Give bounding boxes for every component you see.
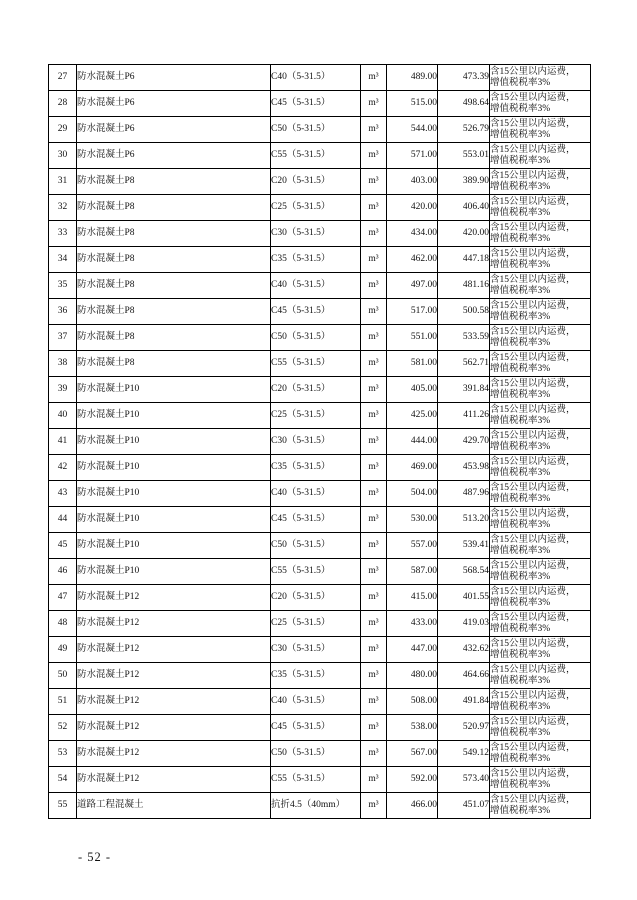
remark-cell	[490, 533, 591, 559]
remark-line: 含15公里以内运费，	[490, 144, 576, 155]
row-number-cell: 33	[49, 221, 77, 247]
table-row	[49, 377, 591, 403]
specification-cell: C55（5-31.5）	[271, 767, 361, 793]
remark-line: 增值税税率3%	[490, 727, 551, 738]
unit-cell: m³	[361, 247, 387, 273]
table-row	[49, 143, 591, 169]
remark-line: 含15公里以内运费，	[490, 716, 576, 727]
price-excl-tax-cell: 487.96	[438, 481, 490, 507]
remark-line: 增值税税率3%	[490, 597, 551, 608]
row-number-cell: 50	[49, 663, 77, 689]
remark-cell	[490, 481, 591, 507]
price-excl-tax-cell: 406.40	[438, 195, 490, 221]
price-cell: 447.00	[387, 637, 438, 663]
specification-cell: C55（5-31.5）	[271, 143, 361, 169]
material-name-cell: 防水混凝土P8	[77, 325, 271, 351]
material-name-cell: 防水混凝土P12	[77, 715, 271, 741]
specification-cell: C45（5-31.5）	[271, 507, 361, 533]
row-number-cell: 35	[49, 273, 77, 299]
table-row	[49, 273, 591, 299]
remark-line: 增值税税率3%	[490, 389, 551, 400]
remark-cell	[490, 91, 591, 117]
unit-cell: m³	[361, 429, 387, 455]
remark-line: 增值税税率3%	[490, 623, 551, 634]
remark-line: 增值税税率3%	[490, 103, 551, 114]
remark-cell	[490, 559, 591, 585]
price-cell: 581.00	[387, 351, 438, 377]
row-number-cell: 30	[49, 143, 77, 169]
price-excl-tax-cell: 473.39	[438, 65, 490, 91]
unit-cell: m³	[361, 507, 387, 533]
remark-line: 含15公里以内运费，	[490, 248, 576, 259]
unit-cell: m³	[361, 65, 387, 91]
table-row	[49, 793, 591, 819]
row-number-cell: 28	[49, 91, 77, 117]
table-row	[49, 299, 591, 325]
material-name-cell: 防水混凝土P10	[77, 559, 271, 585]
remark-cell	[490, 507, 591, 533]
material-name-cell: 防水混凝土P8	[77, 195, 271, 221]
table-row	[49, 429, 591, 455]
remark-line: 含15公里以内运费，	[490, 586, 576, 597]
table-row	[49, 559, 591, 585]
material-name-cell: 防水混凝土P6	[77, 65, 271, 91]
row-number-cell: 39	[49, 377, 77, 403]
price-excl-tax-cell: 491.84	[438, 689, 490, 715]
specification-cell: C40（5-31.5）	[271, 65, 361, 91]
row-number-cell: 31	[49, 169, 77, 195]
price-cell: 587.00	[387, 559, 438, 585]
price-cell: 567.00	[387, 741, 438, 767]
remark-line: 增值税税率3%	[490, 441, 551, 452]
price-excl-tax-cell: 389.90	[438, 169, 490, 195]
remark-line: 含15公里以内运费，	[490, 508, 576, 519]
table-row	[49, 767, 591, 793]
remark-cell	[490, 221, 591, 247]
row-number-cell: 32	[49, 195, 77, 221]
price-cell: 497.00	[387, 273, 438, 299]
material-name-cell: 防水混凝土P10	[77, 403, 271, 429]
table-row	[49, 533, 591, 559]
row-number-cell: 54	[49, 767, 77, 793]
row-number-cell: 47	[49, 585, 77, 611]
material-name-cell: 防水混凝土P6	[77, 91, 271, 117]
price-cell: 480.00	[387, 663, 438, 689]
page-number: - 52 -	[78, 850, 112, 864]
material-name-cell: 防水混凝土P12	[77, 741, 271, 767]
specification-cell: C40（5-31.5）	[271, 689, 361, 715]
remark-cell	[490, 585, 591, 611]
price-cell: 434.00	[387, 221, 438, 247]
material-name-cell: 防水混凝土P12	[77, 663, 271, 689]
price-excl-tax-cell: 513.20	[438, 507, 490, 533]
price-cell: 504.00	[387, 481, 438, 507]
remark-line: 含15公里以内运费，	[490, 196, 576, 207]
remark-line: 含15公里以内运费，	[490, 482, 576, 493]
remark-line: 含15公里以内运费，	[490, 326, 576, 337]
unit-cell: m³	[361, 377, 387, 403]
material-name-cell: 防水混凝土P12	[77, 689, 271, 715]
row-number-cell: 48	[49, 611, 77, 637]
specification-cell: C30（5-31.5）	[271, 221, 361, 247]
remark-line: 增值税税率3%	[490, 779, 551, 790]
price-cell: 425.00	[387, 403, 438, 429]
remark-cell	[490, 429, 591, 455]
remark-line: 增值税税率3%	[490, 77, 551, 88]
specification-cell: C50（5-31.5）	[271, 741, 361, 767]
remark-line: 增值税税率3%	[490, 701, 551, 712]
material-name-cell: 防水混凝土P8	[77, 169, 271, 195]
price-cell: 544.00	[387, 117, 438, 143]
remark-line: 含15公里以内运费，	[490, 92, 576, 103]
row-number-cell: 43	[49, 481, 77, 507]
specification-cell: C45（5-31.5）	[271, 91, 361, 117]
unit-cell: m³	[361, 195, 387, 221]
remark-line: 增值税税率3%	[490, 207, 551, 218]
price-cell: 508.00	[387, 689, 438, 715]
unit-cell: m³	[361, 169, 387, 195]
unit-cell: m³	[361, 559, 387, 585]
table-row	[49, 507, 591, 533]
row-number-cell: 46	[49, 559, 77, 585]
remark-cell	[490, 767, 591, 793]
remark-line: 含15公里以内运费，	[490, 222, 576, 233]
price-cell: 551.00	[387, 325, 438, 351]
remark-cell	[490, 195, 591, 221]
price-excl-tax-cell: 432.62	[438, 637, 490, 663]
material-name-cell: 防水混凝土P10	[77, 507, 271, 533]
material-name-cell: 防水混凝土P8	[77, 247, 271, 273]
price-cell: 405.00	[387, 377, 438, 403]
remark-line: 增值税税率3%	[490, 311, 551, 322]
remark-line: 含15公里以内运费，	[490, 560, 576, 571]
specification-cell: C25（5-31.5）	[271, 195, 361, 221]
remark-line: 增值税税率3%	[490, 259, 551, 270]
price-excl-tax-cell: 453.98	[438, 455, 490, 481]
unit-cell: m³	[361, 299, 387, 325]
price-table	[48, 64, 591, 819]
row-number-cell: 41	[49, 429, 77, 455]
table-row	[49, 195, 591, 221]
remark-cell	[490, 715, 591, 741]
table-body	[49, 65, 591, 819]
unit-cell: m³	[361, 221, 387, 247]
row-number-cell: 52	[49, 715, 77, 741]
specification-cell: C40（5-31.5）	[271, 273, 361, 299]
remark-cell	[490, 169, 591, 195]
row-number-cell: 36	[49, 299, 77, 325]
material-name-cell: 防水混凝土P6	[77, 117, 271, 143]
price-excl-tax-cell: 481.16	[438, 273, 490, 299]
remark-cell	[490, 611, 591, 637]
price-excl-tax-cell: 553.01	[438, 143, 490, 169]
material-name-cell: 防水混凝土P12	[77, 611, 271, 637]
remark-line: 含15公里以内运费，	[490, 352, 576, 363]
remark-cell	[490, 143, 591, 169]
row-number-cell: 40	[49, 403, 77, 429]
remark-cell	[490, 65, 591, 91]
unit-cell: m³	[361, 741, 387, 767]
price-cell: 571.00	[387, 143, 438, 169]
remark-line: 增值税税率3%	[490, 155, 551, 166]
specification-cell: 抗折4.5（40mm）	[271, 793, 361, 819]
unit-cell: m³	[361, 611, 387, 637]
remark-line: 增值税税率3%	[490, 233, 551, 244]
specification-cell: C35（5-31.5）	[271, 663, 361, 689]
specification-cell: C30（5-31.5）	[271, 429, 361, 455]
remark-line: 含15公里以内运费，	[490, 430, 576, 441]
remark-line: 增值税税率3%	[490, 649, 551, 660]
price-excl-tax-cell: 447.18	[438, 247, 490, 273]
specification-cell: C40（5-31.5）	[271, 481, 361, 507]
price-cell: 415.00	[387, 585, 438, 611]
row-number-cell: 44	[49, 507, 77, 533]
specification-cell: C25（5-31.5）	[271, 403, 361, 429]
row-number-cell: 53	[49, 741, 77, 767]
unit-cell: m³	[361, 793, 387, 819]
price-cell: 592.00	[387, 767, 438, 793]
row-number-cell: 51	[49, 689, 77, 715]
remark-cell	[490, 117, 591, 143]
row-number-cell: 55	[49, 793, 77, 819]
row-number-cell: 42	[49, 455, 77, 481]
specification-cell: C25（5-31.5）	[271, 611, 361, 637]
remark-line: 增值税税率3%	[490, 493, 551, 504]
table-row	[49, 65, 591, 91]
table-row	[49, 741, 591, 767]
material-name-cell: 道路工程混凝土	[77, 793, 271, 819]
material-name-cell: 防水混凝土P6	[77, 143, 271, 169]
price-cell: 433.00	[387, 611, 438, 637]
price-excl-tax-cell: 539.41	[438, 533, 490, 559]
remark-line: 增值税税率3%	[490, 285, 551, 296]
remark-line: 含15公里以内运费，	[490, 690, 576, 701]
price-cell: 530.00	[387, 507, 438, 533]
remark-line: 含15公里以内运费，	[490, 768, 576, 779]
table-row	[49, 247, 591, 273]
material-name-cell: 防水混凝土P10	[77, 377, 271, 403]
remark-cell	[490, 351, 591, 377]
remark-cell	[490, 273, 591, 299]
table-row	[49, 91, 591, 117]
price-cell: 557.00	[387, 533, 438, 559]
remark-line: 增值税税率3%	[490, 545, 551, 556]
specification-cell: C35（5-31.5）	[271, 455, 361, 481]
remark-line: 含15公里以内运费，	[490, 66, 576, 77]
price-excl-tax-cell: 451.07	[438, 793, 490, 819]
unit-cell: m³	[361, 273, 387, 299]
material-name-cell: 防水混凝土P10	[77, 481, 271, 507]
remark-line: 含15公里以内运费，	[490, 612, 576, 623]
remark-line: 含15公里以内运费，	[490, 118, 576, 129]
price-excl-tax-cell: 419.03	[438, 611, 490, 637]
unit-cell: m³	[361, 663, 387, 689]
price-excl-tax-cell: 533.59	[438, 325, 490, 351]
specification-cell: C35（5-31.5）	[271, 247, 361, 273]
row-number-cell: 45	[49, 533, 77, 559]
table-row	[49, 169, 591, 195]
remark-line: 含15公里以内运费，	[490, 404, 576, 415]
unit-cell: m³	[361, 143, 387, 169]
unit-cell: m³	[361, 481, 387, 507]
price-cell: 403.00	[387, 169, 438, 195]
remark-line: 增值税税率3%	[490, 753, 551, 764]
unit-cell: m³	[361, 533, 387, 559]
material-name-cell: 防水混凝土P10	[77, 429, 271, 455]
price-excl-tax-cell: 500.58	[438, 299, 490, 325]
table-row	[49, 455, 591, 481]
material-name-cell: 防水混凝土P8	[77, 273, 271, 299]
price-cell: 489.00	[387, 65, 438, 91]
specification-cell: C20（5-31.5）	[271, 377, 361, 403]
remark-cell	[490, 689, 591, 715]
price-excl-tax-cell: 420.00	[438, 221, 490, 247]
unit-cell: m³	[361, 455, 387, 481]
specification-cell: C45（5-31.5）	[271, 299, 361, 325]
price-excl-tax-cell: 498.64	[438, 91, 490, 117]
remark-line: 增值税税率3%	[490, 181, 551, 192]
price-cell: 517.00	[387, 299, 438, 325]
remark-line: 含15公里以内运费，	[490, 456, 576, 467]
price-cell: 466.00	[387, 793, 438, 819]
unit-cell: m³	[361, 351, 387, 377]
remark-cell	[490, 663, 591, 689]
unit-cell: m³	[361, 689, 387, 715]
remark-line: 含15公里以内运费，	[490, 378, 576, 389]
material-name-cell: 防水混凝土P12	[77, 767, 271, 793]
remark-line: 含15公里以内运费，	[490, 664, 576, 675]
material-name-cell: 防水混凝土P8	[77, 221, 271, 247]
row-number-cell: 49	[49, 637, 77, 663]
material-name-cell: 防水混凝土P8	[77, 351, 271, 377]
unit-cell: m³	[361, 637, 387, 663]
remark-line: 含15公里以内运费，	[490, 534, 576, 545]
remark-line: 增值税税率3%	[490, 467, 551, 478]
remark-line: 含15公里以内运费，	[490, 300, 576, 311]
price-excl-tax-cell: 573.40	[438, 767, 490, 793]
table-row	[49, 715, 591, 741]
table-row	[49, 325, 591, 351]
specification-cell: C55（5-31.5）	[271, 559, 361, 585]
price-excl-tax-cell: 391.84	[438, 377, 490, 403]
remark-line: 含15公里以内运费，	[490, 742, 576, 753]
remark-line: 增值税税率3%	[490, 571, 551, 582]
price-excl-tax-cell: 520.97	[438, 715, 490, 741]
remark-cell	[490, 299, 591, 325]
remark-cell	[490, 377, 591, 403]
material-name-cell: 防水混凝土P10	[77, 533, 271, 559]
table-row	[49, 481, 591, 507]
unit-cell: m³	[361, 117, 387, 143]
remark-cell	[490, 741, 591, 767]
price-excl-tax-cell: 568.54	[438, 559, 490, 585]
table-row	[49, 585, 591, 611]
price-excl-tax-cell: 401.55	[438, 585, 490, 611]
price-excl-tax-cell: 464.66	[438, 663, 490, 689]
table-row	[49, 663, 591, 689]
table-row	[49, 351, 591, 377]
remark-line: 增值税税率3%	[490, 363, 551, 374]
specification-cell: C50（5-31.5）	[271, 325, 361, 351]
remark-line: 增值税税率3%	[490, 805, 551, 816]
row-number-cell: 38	[49, 351, 77, 377]
specification-cell: C50（5-31.5）	[271, 533, 361, 559]
specification-cell: C20（5-31.5）	[271, 169, 361, 195]
table-row	[49, 637, 591, 663]
price-excl-tax-cell: 411.26	[438, 403, 490, 429]
remark-line: 增值税税率3%	[490, 519, 551, 530]
material-name-cell: 防水混凝土P12	[77, 585, 271, 611]
remark-cell	[490, 403, 591, 429]
row-number-cell: 27	[49, 65, 77, 91]
remark-line: 含15公里以内运费，	[490, 274, 576, 285]
table-row	[49, 403, 591, 429]
material-name-cell: 防水混凝土P12	[77, 637, 271, 663]
table-row	[49, 611, 591, 637]
remark-cell	[490, 455, 591, 481]
unit-cell: m³	[361, 585, 387, 611]
remark-cell	[490, 637, 591, 663]
unit-cell: m³	[361, 403, 387, 429]
table-row	[49, 221, 591, 247]
unit-cell: m³	[361, 767, 387, 793]
remark-line: 增值税税率3%	[490, 337, 551, 348]
price-cell: 469.00	[387, 455, 438, 481]
table-row	[49, 117, 591, 143]
remark-line: 含15公里以内运费，	[490, 170, 576, 181]
remark-cell	[490, 325, 591, 351]
price-cell: 444.00	[387, 429, 438, 455]
price-cell: 420.00	[387, 195, 438, 221]
remark-cell	[490, 247, 591, 273]
specification-cell: C50（5-31.5）	[271, 117, 361, 143]
remark-line: 含15公里以内运费，	[490, 794, 576, 805]
price-cell: 515.00	[387, 91, 438, 117]
unit-cell: m³	[361, 325, 387, 351]
row-number-cell: 37	[49, 325, 77, 351]
row-number-cell: 29	[49, 117, 77, 143]
material-name-cell: 防水混凝土P10	[77, 455, 271, 481]
row-number-cell: 34	[49, 247, 77, 273]
remark-line: 增值税税率3%	[490, 675, 551, 686]
material-name-cell: 防水混凝土P8	[77, 299, 271, 325]
remark-line: 增值税税率3%	[490, 415, 551, 426]
price-excl-tax-cell: 429.70	[438, 429, 490, 455]
price-excl-tax-cell: 526.79	[438, 117, 490, 143]
price-cell: 462.00	[387, 247, 438, 273]
price-excl-tax-cell: 562.71	[438, 351, 490, 377]
price-cell: 538.00	[387, 715, 438, 741]
unit-cell: m³	[361, 91, 387, 117]
table-row	[49, 689, 591, 715]
remark-line: 增值税税率3%	[490, 129, 551, 140]
price-excl-tax-cell: 549.12	[438, 741, 490, 767]
specification-cell: C20（5-31.5）	[271, 585, 361, 611]
specification-cell: C55（5-31.5）	[271, 351, 361, 377]
remark-cell	[490, 793, 591, 819]
unit-cell: m³	[361, 715, 387, 741]
specification-cell: C30（5-31.5）	[271, 637, 361, 663]
remark-line: 含15公里以内运费，	[490, 638, 576, 649]
specification-cell: C45（5-31.5）	[271, 715, 361, 741]
